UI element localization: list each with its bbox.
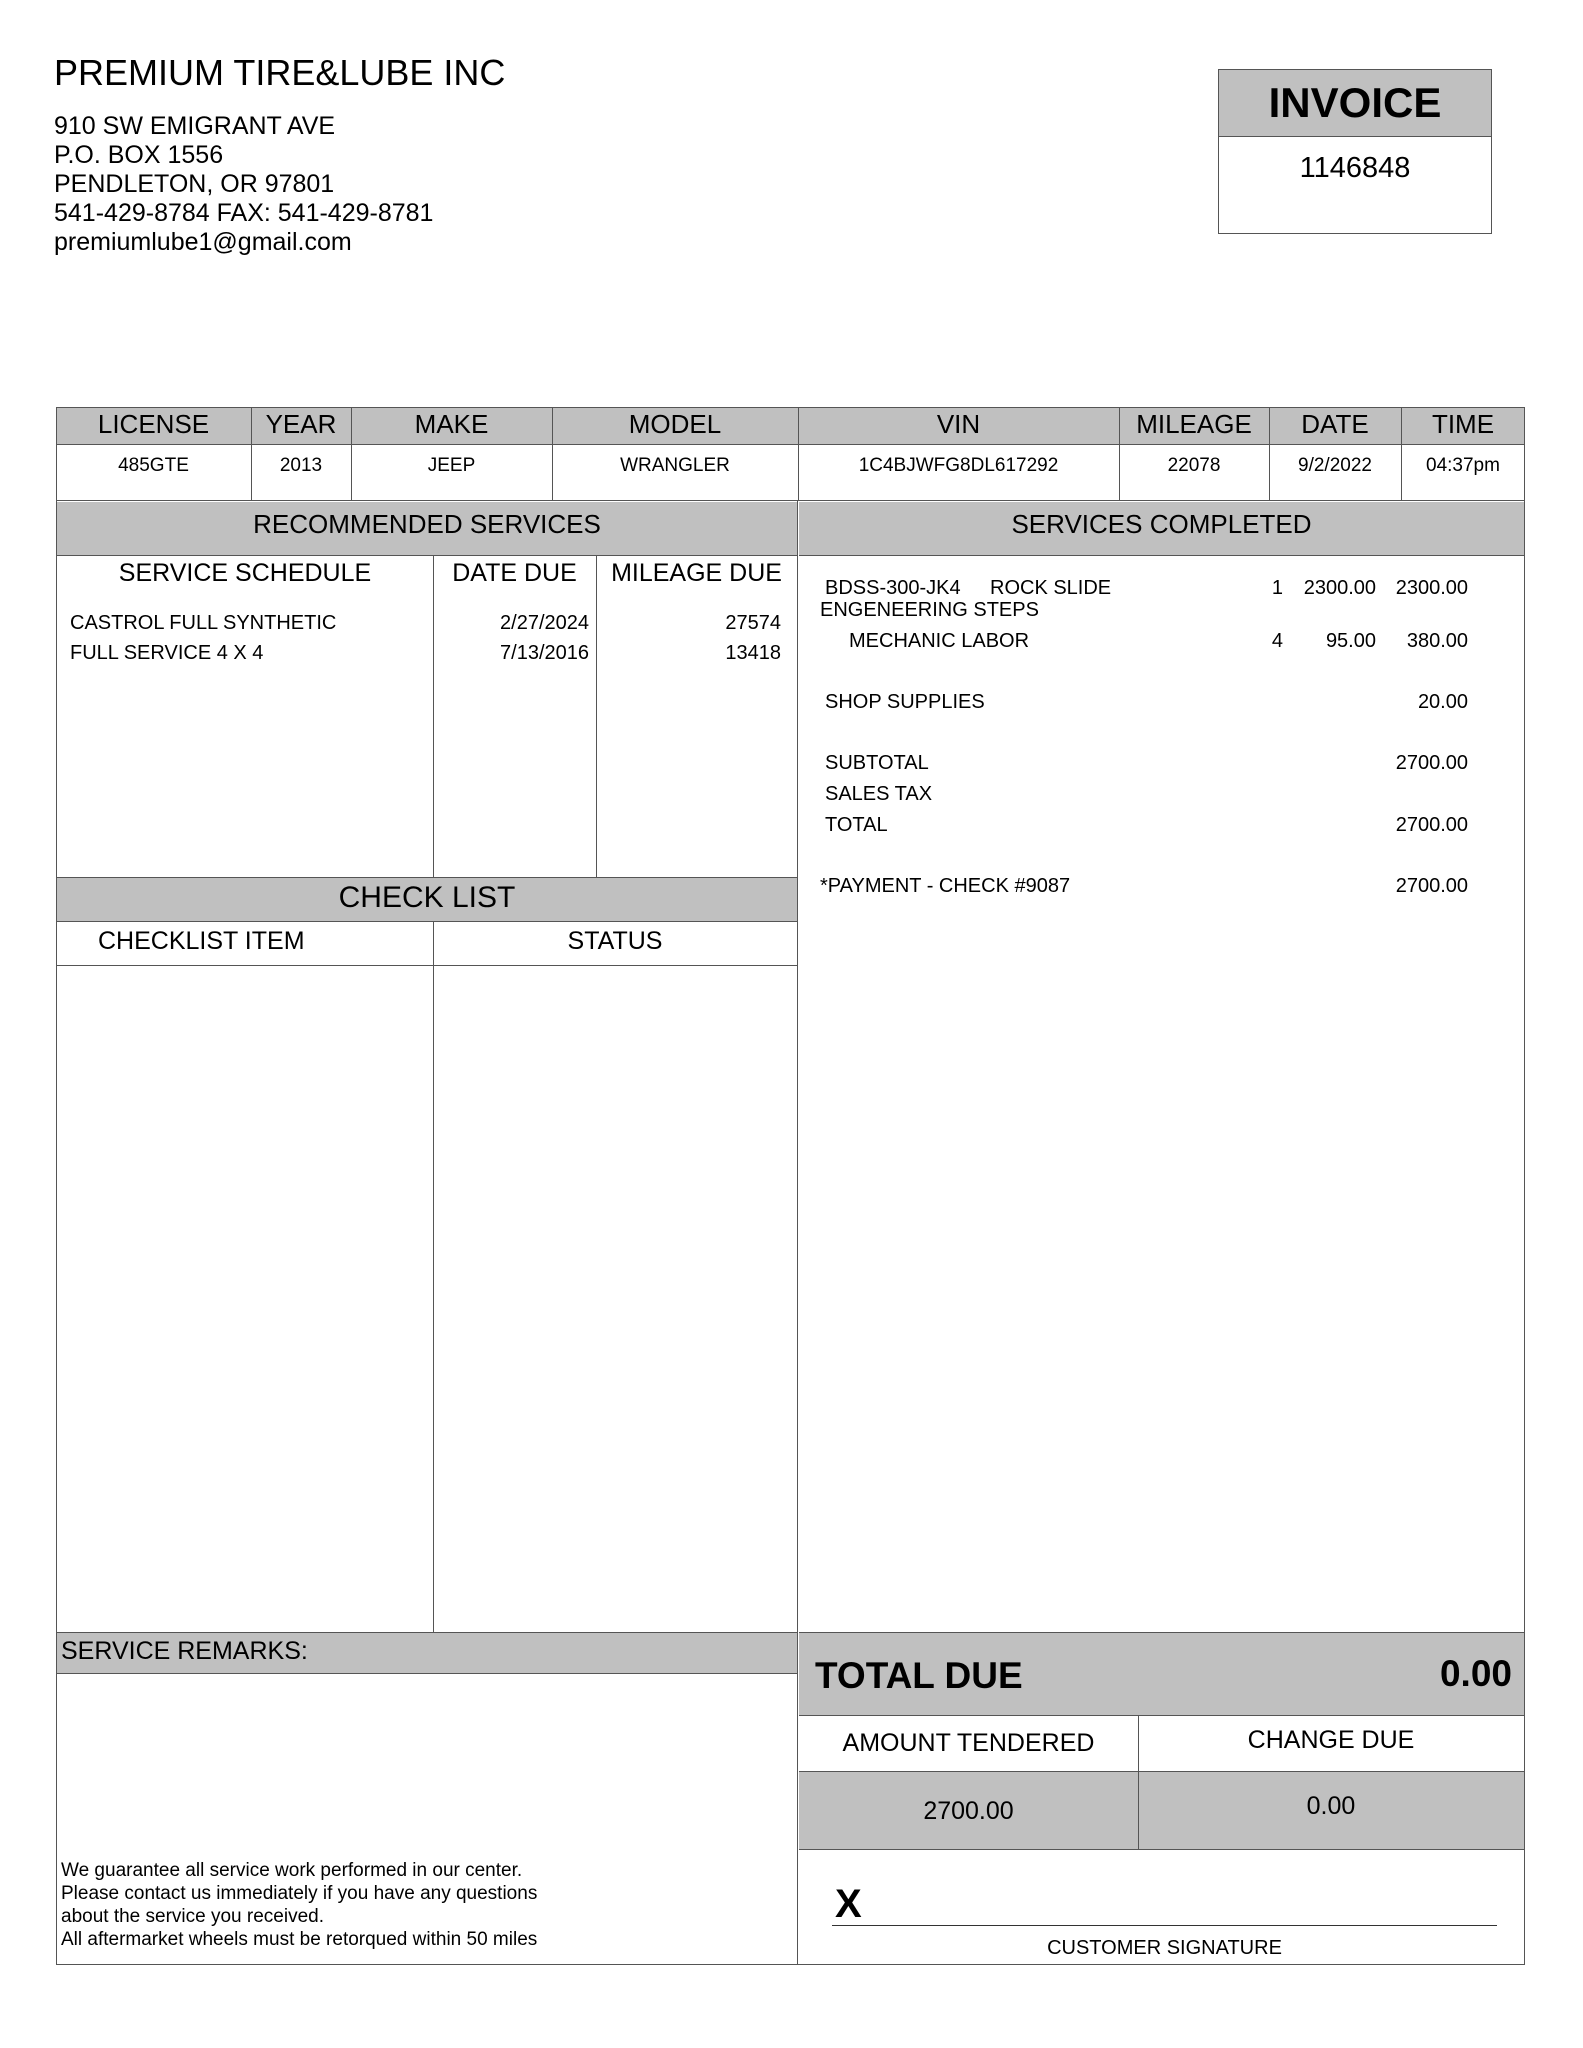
recommended-row-date: 7/13/2016: [500, 642, 589, 664]
invoice-number: 1146848: [1299, 152, 1411, 184]
vehicle-license: 485GTE: [118, 455, 189, 476]
signature-mark: X: [835, 1882, 862, 1926]
recommended-row-service: FULL SERVICE 4 X 4: [70, 642, 264, 664]
shop-supplies-label: SHOP SUPPLIES: [825, 691, 985, 713]
change-due-label: CHANGE DUE: [1247, 1726, 1415, 1754]
payment-value: 2700.00: [1395, 875, 1468, 897]
vehicle-make: JEEP: [427, 455, 476, 476]
company-address-1: 910 SW EMIGRANT AVE: [54, 112, 336, 140]
total-label: TOTAL: [825, 814, 888, 836]
line-item-desc-2: ENGENEERING STEPS: [820, 599, 1039, 621]
line-item-qty: 4: [1271, 630, 1283, 652]
recommended-row-mileage: 13418: [725, 642, 781, 664]
amount-tendered-value: 2700.00: [923, 1797, 1014, 1825]
company-city: PENDLETON, OR 97801: [54, 170, 335, 198]
line-item-desc: ROCK SLIDE: [990, 577, 1112, 599]
col-service-schedule: SERVICE SCHEDULE: [118, 559, 372, 587]
recommended-row-service: CASTROL FULL SYNTHETIC: [70, 612, 337, 634]
vehicle-time: 04:37pm: [1426, 455, 1500, 476]
company-email: premiumlube1@gmail.com: [54, 228, 352, 256]
remarks-line: about the service you received.: [61, 1906, 324, 1927]
vehicle-mileage: 22078: [1167, 455, 1221, 476]
signature-line[interactable]: [832, 1925, 1497, 1926]
vehicle-header-time: TIME: [1431, 409, 1495, 439]
remarks-line: Please contact us immediately if you have any questions: [61, 1883, 538, 1904]
line-item-price: 2300.00: [1303, 577, 1376, 599]
line-item-total: 380.00: [1406, 630, 1468, 652]
remarks-line: We guarantee all service work performed in our center.: [61, 1860, 523, 1881]
subtotal-label: SUBTOTAL: [825, 752, 929, 774]
vehicle-header-year: YEAR: [265, 409, 337, 439]
col-checklist-item: CHECKLIST ITEM: [98, 927, 305, 955]
line-item-qty: 1: [1271, 577, 1283, 599]
vehicle-model: WRANGLER: [620, 455, 730, 476]
remarks-title: SERVICE REMARKS:: [61, 1637, 308, 1665]
invoice-box: [1218, 69, 1492, 234]
completed-title: SERVICES COMPLETED: [1011, 509, 1312, 539]
col-mileage-due: MILEAGE DUE: [611, 559, 782, 587]
amount-tendered-label: AMOUNT TENDERED: [842, 1729, 1095, 1757]
signature-label: CUSTOMER SIGNATURE: [1047, 1937, 1282, 1959]
line-item-code: BDSS-300-JK4: [825, 577, 961, 599]
payment-label: *PAYMENT - CHECK #9087: [820, 875, 1071, 897]
shop-supplies-value: 20.00: [1417, 691, 1468, 713]
vehicle-header-license: LICENSE: [97, 409, 210, 439]
vehicle-year: 2013: [279, 455, 323, 476]
total-due-label: TOTAL DUE: [815, 1655, 1023, 1696]
total-value: 2700.00: [1395, 814, 1468, 836]
vehicle-header-model: MODEL: [628, 409, 722, 439]
sales-tax-label: SALES TAX: [825, 783, 933, 805]
vehicle-vin: 1C4BJWFG8DL617292: [858, 455, 1059, 476]
col-checklist-status: STATUS: [567, 927, 663, 955]
invoice-label: INVOICE: [1219, 70, 1491, 137]
col-date-due: DATE DUE: [452, 559, 577, 587]
vehicle-header-vin: VIN: [936, 409, 981, 439]
line-item-total: 2300.00: [1395, 577, 1468, 599]
vehicle-header-mileage: MILEAGE: [1136, 409, 1252, 439]
recommended-title: RECOMMENDED SERVICES: [253, 509, 601, 539]
total-due-value: 0.00: [1439, 1653, 1512, 1694]
vehicle-date: 9/2/2022: [1298, 455, 1372, 476]
line-item-desc: MECHANIC LABOR: [849, 630, 1030, 652]
vehicle-header-make: MAKE: [414, 409, 489, 439]
checklist-title: CHECK LIST: [338, 881, 516, 914]
remarks-line: All aftermarket wheels must be retorqued within 50 miles: [61, 1929, 538, 1950]
company-address-2: P.O. BOX 1556: [54, 141, 224, 169]
left-panel: [56, 501, 798, 1965]
vehicle-header-date: DATE: [1301, 409, 1369, 439]
change-due-value: 0.00: [1306, 1792, 1356, 1820]
company-phone: 541-429-8784 FAX: 541-429-8781: [54, 199, 434, 227]
recommended-row-mileage: 27574: [725, 612, 781, 634]
company-name: PREMIUM TIRE&LUBE INC: [54, 52, 506, 93]
line-item-price: 95.00: [1325, 630, 1376, 652]
recommended-row-date: 2/27/2024: [500, 612, 589, 634]
subtotal-value: 2700.00: [1395, 752, 1468, 774]
